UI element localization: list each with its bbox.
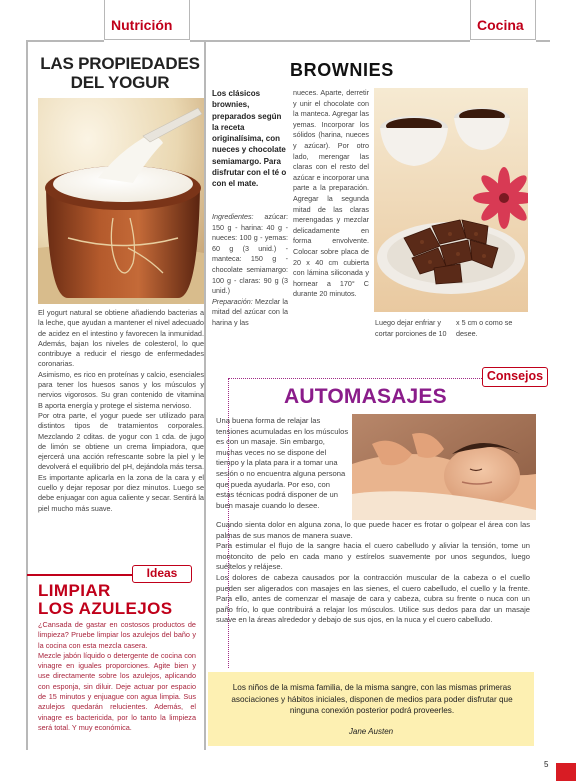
yogurt-article-title: [38, 54, 202, 92]
ideas-title-line1: LIMPIAR: [38, 581, 111, 600]
ingredients-text: azúcar: 150 g - harina: 40 g - nueces: 100 g - yemas: 60 g (3 unid.) - manteca: 150 g - chocolate semiamargo: 100 g - claras: 90 g (3 unid.): [212, 212, 288, 296]
yogurt-paragraph: El yogurt natural se obtiene añadiendo bacterias a la leche, que ayudan a mantener el nivel adecuado de acidez en el intestino y favorecen la inmunidad. Además, bajan los niveles de colesterol, lo que contribuye a reducir el riesgo de enfermedades coronarias.: [38, 308, 204, 369]
yogurt-title-line2: DEL YOGUR: [70, 73, 170, 92]
automasajes-title: AUTOMASAJES: [284, 385, 447, 408]
section-label-nutricion: Nutrición: [111, 17, 173, 33]
quote-author: Jane Austen: [348, 727, 394, 736]
ideas-badge-label: Ideas: [146, 566, 178, 580]
brownies-lead: Los clásicos brownies, preparados según la receta originalísima, con nueces y chocolate semiamargo. Para disfrutar con el té o con el mate.: [212, 89, 287, 189]
massage-photo: [352, 414, 536, 520]
section-tab-cocina: [470, 0, 536, 40]
yogurt-photo: [38, 98, 204, 304]
ideas-title: [38, 582, 208, 618]
brownies-photo: [374, 88, 528, 312]
section-tab-nutricion: [104, 0, 190, 40]
quote-text: Los niños de la misma familia, de la misma sangre, con las mismas primeras asociaciones y hábitos iniciales, disponen de medios para poder disfrutar que ninguna conexión posterior podrá proveerles.: [231, 683, 513, 715]
brownies-recipe-column2: nueces. Aparte, derretir y unir el chocolate con la manteca. Agregar las yemas. Incorporar los sólidos (harina, nueces y azúcar). Por otro lado, merengar las claras con el resto del azúcar e incorporar una parte a la preparación. Agregar la segunda mitad de las claras merengadas y mezclar delicadamente en forma envolvente. Colocar sobre placa de 20 x 40 cm cubierta con lámina siliconada y hornear a 170° C durante 20 minutos.: [293, 88, 369, 299]
automasajes-paragraph: Para estimular el flujo de la sangre hacia el cuero cabelludo y aliviar la tensión, tome un montoncito de pelo en cada mano y estírelos suavemente por unos segundos, luego suéltelos y relájese.: [216, 541, 530, 572]
top-rule-right: [536, 40, 550, 42]
top-rule-left: [26, 40, 104, 42]
ingredients-label: Ingredientes:: [212, 212, 254, 221]
ideas-title-line2: LOS AZULEJOS: [38, 599, 173, 618]
consejos-badge-label: Consejos: [486, 369, 544, 383]
yogurt-paragraph: Asimismo, es rico en proteínas y calcio, esenciales para tener los huesos sanos y los músculos y nervios vigorosos. Su gran contenido de vitamina B aporta energía y protege el sistema nervioso.: [38, 369, 204, 410]
yogurt-title-line1: LAS PROPIEDADES: [40, 54, 200, 73]
preparation-text: Mezclar la mitad del azúcar con la harina y las: [212, 296, 288, 327]
consejos-badge: [482, 367, 548, 387]
ideas-rule: [27, 574, 132, 576]
quote-box: [208, 672, 534, 746]
automasajes-body: [216, 520, 530, 626]
ideas-badge: [132, 565, 192, 583]
yogurt-paragraph: Por otra parte, el yogur puede ser utilizado para distintos tipos de tratamientos corporales. Mezclando 2 cditas. de yogur con 1 cda. de jugo de limón se obtiene un crema limpiadora, que ejercerá una acción refrescante sobre la piel y le devolverá el equilibrio del pH, dejándola más tersa. Es importante aplicarla en la zona de la cara y el cuello y dejar reposar por diez minutos. Luego se debe enjuagar con agua caliente y secar. Sentirá la piel mucho más suave.: [38, 410, 204, 513]
ideas-paragraph: ¿Cansada de gastar en costosos productos de limpieza? Pruebe limpiar los azulejos del baño y la cocina con esta mezcla casera.: [38, 620, 196, 650]
center-column-rule: [204, 40, 206, 750]
top-rule-middle: [190, 40, 470, 42]
ideas-paragraph: Mezcle jabón líquido o detergente de cocina con vinagre en iguales proporciones. Agite bien y use directamente sobre los azulejos, aplicando con esponja, sin diluir. Deje actuar por espacio de 15 minutos y enjuague con agua limpia. Sus azulejos quedarán relucientes. Además, el vinagre es bactericida, por lo tanto la limpieza será total. Y muy económica.: [38, 650, 196, 732]
automasajes-paragraph: Cuando sienta dolor en alguna zona, lo que puede hacer es frotar o golpear el área con las palmas de sus manos de manera suave.: [216, 520, 530, 540]
automasajes-intro: Una buena forma de relajar las tensiones acumuladas en los músculos es con un masaje. Sin embargo, muchas veces no se dispone del tiempo y la plata para ir a tomar una sesión o no encuentra alguna persona que pueda ayudarla. Por eso, con estas técnicas podrá disponer de un buen masaje cuando lo desee.: [216, 416, 349, 510]
page-number: 5: [544, 760, 549, 769]
left-column-rule: [26, 40, 28, 750]
yogurt-article-body: [38, 308, 204, 514]
brownies-recipe-column1: [212, 212, 288, 329]
brownies-title: BROWNIES: [290, 60, 394, 80]
page-corner-mark: [556, 763, 576, 781]
section-label-cocina: Cocina: [477, 17, 524, 33]
brownies-recipe-column3: Luego dejar enfriar y cortar porciones de 10 x 5 cm o como se desee.: [375, 318, 513, 338]
preparation-label: Preparación:: [212, 296, 253, 306]
automasajes-paragraph: Los dolores de cabeza causados por la contracción muscular de la cabeza o el cuello pueden ser aligerados con masajes en las sienes, el cuero cabelludo, el cuello y la frente. Para ello, antes de comenzar el masaje de cara y cabeza, cubra su frente o nuca con un paño frío, lo que contribuirá a relajar los músculos. Utilice sus dedos para dar un masaje suave en la áreas alrededor y debajo de sus ojos, en la nuca y el cuero cabelludo.: [216, 572, 530, 625]
ideas-body: [38, 620, 196, 733]
